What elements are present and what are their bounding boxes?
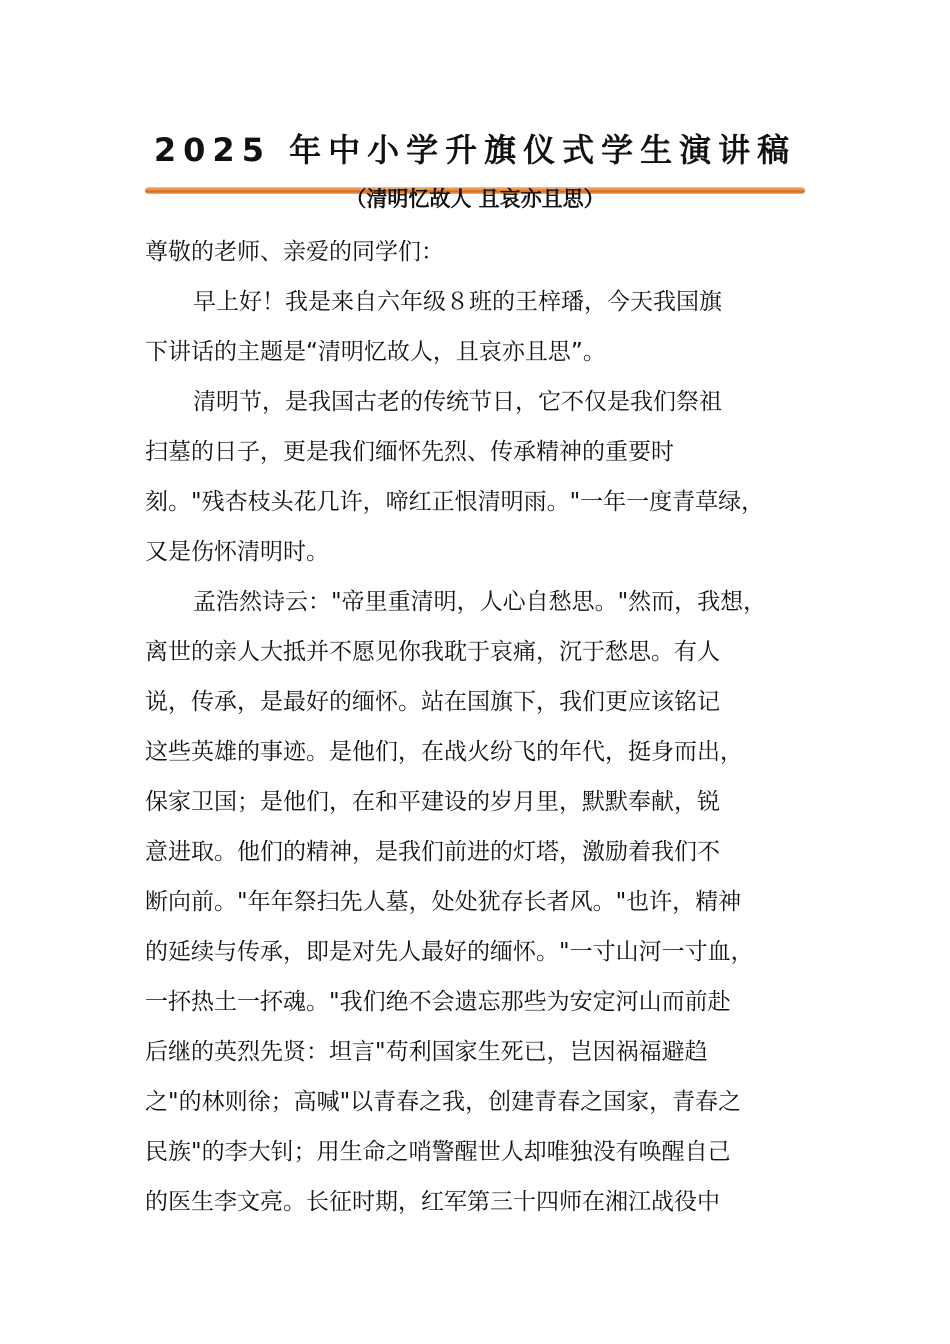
document-subtitle: （清明忆故人 且哀亦且思）: [345, 187, 605, 211]
paragraph-line: 意进取。他们的精神，是我们前进的灯塔，激励着我们不: [145, 839, 720, 865]
paragraph-line: 一抔热土一抔魂。"我们绝不会遗忘那些为安定河山而前赴: [145, 989, 731, 1015]
paragraph-line: 又是伤怀清明时。: [145, 539, 329, 565]
paragraph-line: 断向前。"年年祭扫先人墓，处处犹存长者风。"也许，精神: [145, 889, 742, 915]
paragraph-line: 保家卫国；是他们，在和平建设的岁月里，默默奉献，锐: [145, 789, 720, 815]
paragraph-line: 孟浩然诗云："帝里重清明，人心自愁思。"然而，我想，: [193, 589, 767, 615]
paragraph-line: 下讲话的主题是“清明忆故人，且哀亦且思”。: [145, 339, 606, 365]
paragraph-line: 后继的英烈先贤：坦言"苟利国家生死已，岂因祸福避趋: [145, 1039, 708, 1065]
paragraph-line: 说，传承，是最好的缅怀。站在国旗下，我们更应该铭记: [145, 689, 720, 715]
document-title: 2025 年中小学升旗仪式学生演讲稿: [153, 131, 797, 169]
paragraph-line: 的医生李文亮。长征时期，红军第三十四师在湘江战役中: [145, 1189, 720, 1215]
paragraph-line: 这些英雄的事迹。是他们，在战火纷飞的年代，挺身而出，: [145, 739, 743, 765]
paragraph-line: 的延续与传承，即是对先人最好的缅怀。"一寸山河一寸血，: [145, 939, 754, 965]
paragraph-line: 刻。"残杏枝头花几许，啼红正恨清明雨。"一年一度青草绿，: [145, 489, 765, 515]
paragraph-line: 扫墓的日子，更是我们缅怀先烈、传承精神的重要时: [145, 439, 674, 465]
paragraph-line: 早上好！我是来自六年级８班的王梓璠，今天我国旗: [193, 289, 722, 315]
salutation-line: 尊敬的老师、亲爱的同学们：: [145, 239, 444, 265]
paragraph-line: 离世的亲人大抵并不愿见你我耽于哀痛，沉于愁思。有人: [145, 639, 720, 665]
paragraph-line: 清明节，是我国古老的传统节日，它不仅是我们祭祖: [193, 389, 722, 415]
speech-body: [145, 227, 830, 1227]
paragraph-line: 之"的林则徐；高喊"以青春之我，创建青春之国家，青春之: [145, 1089, 742, 1115]
paragraph-line: 民族"的李大钊；用生命之哨警醒世人却唯独没有唤醒自己: [145, 1139, 731, 1165]
